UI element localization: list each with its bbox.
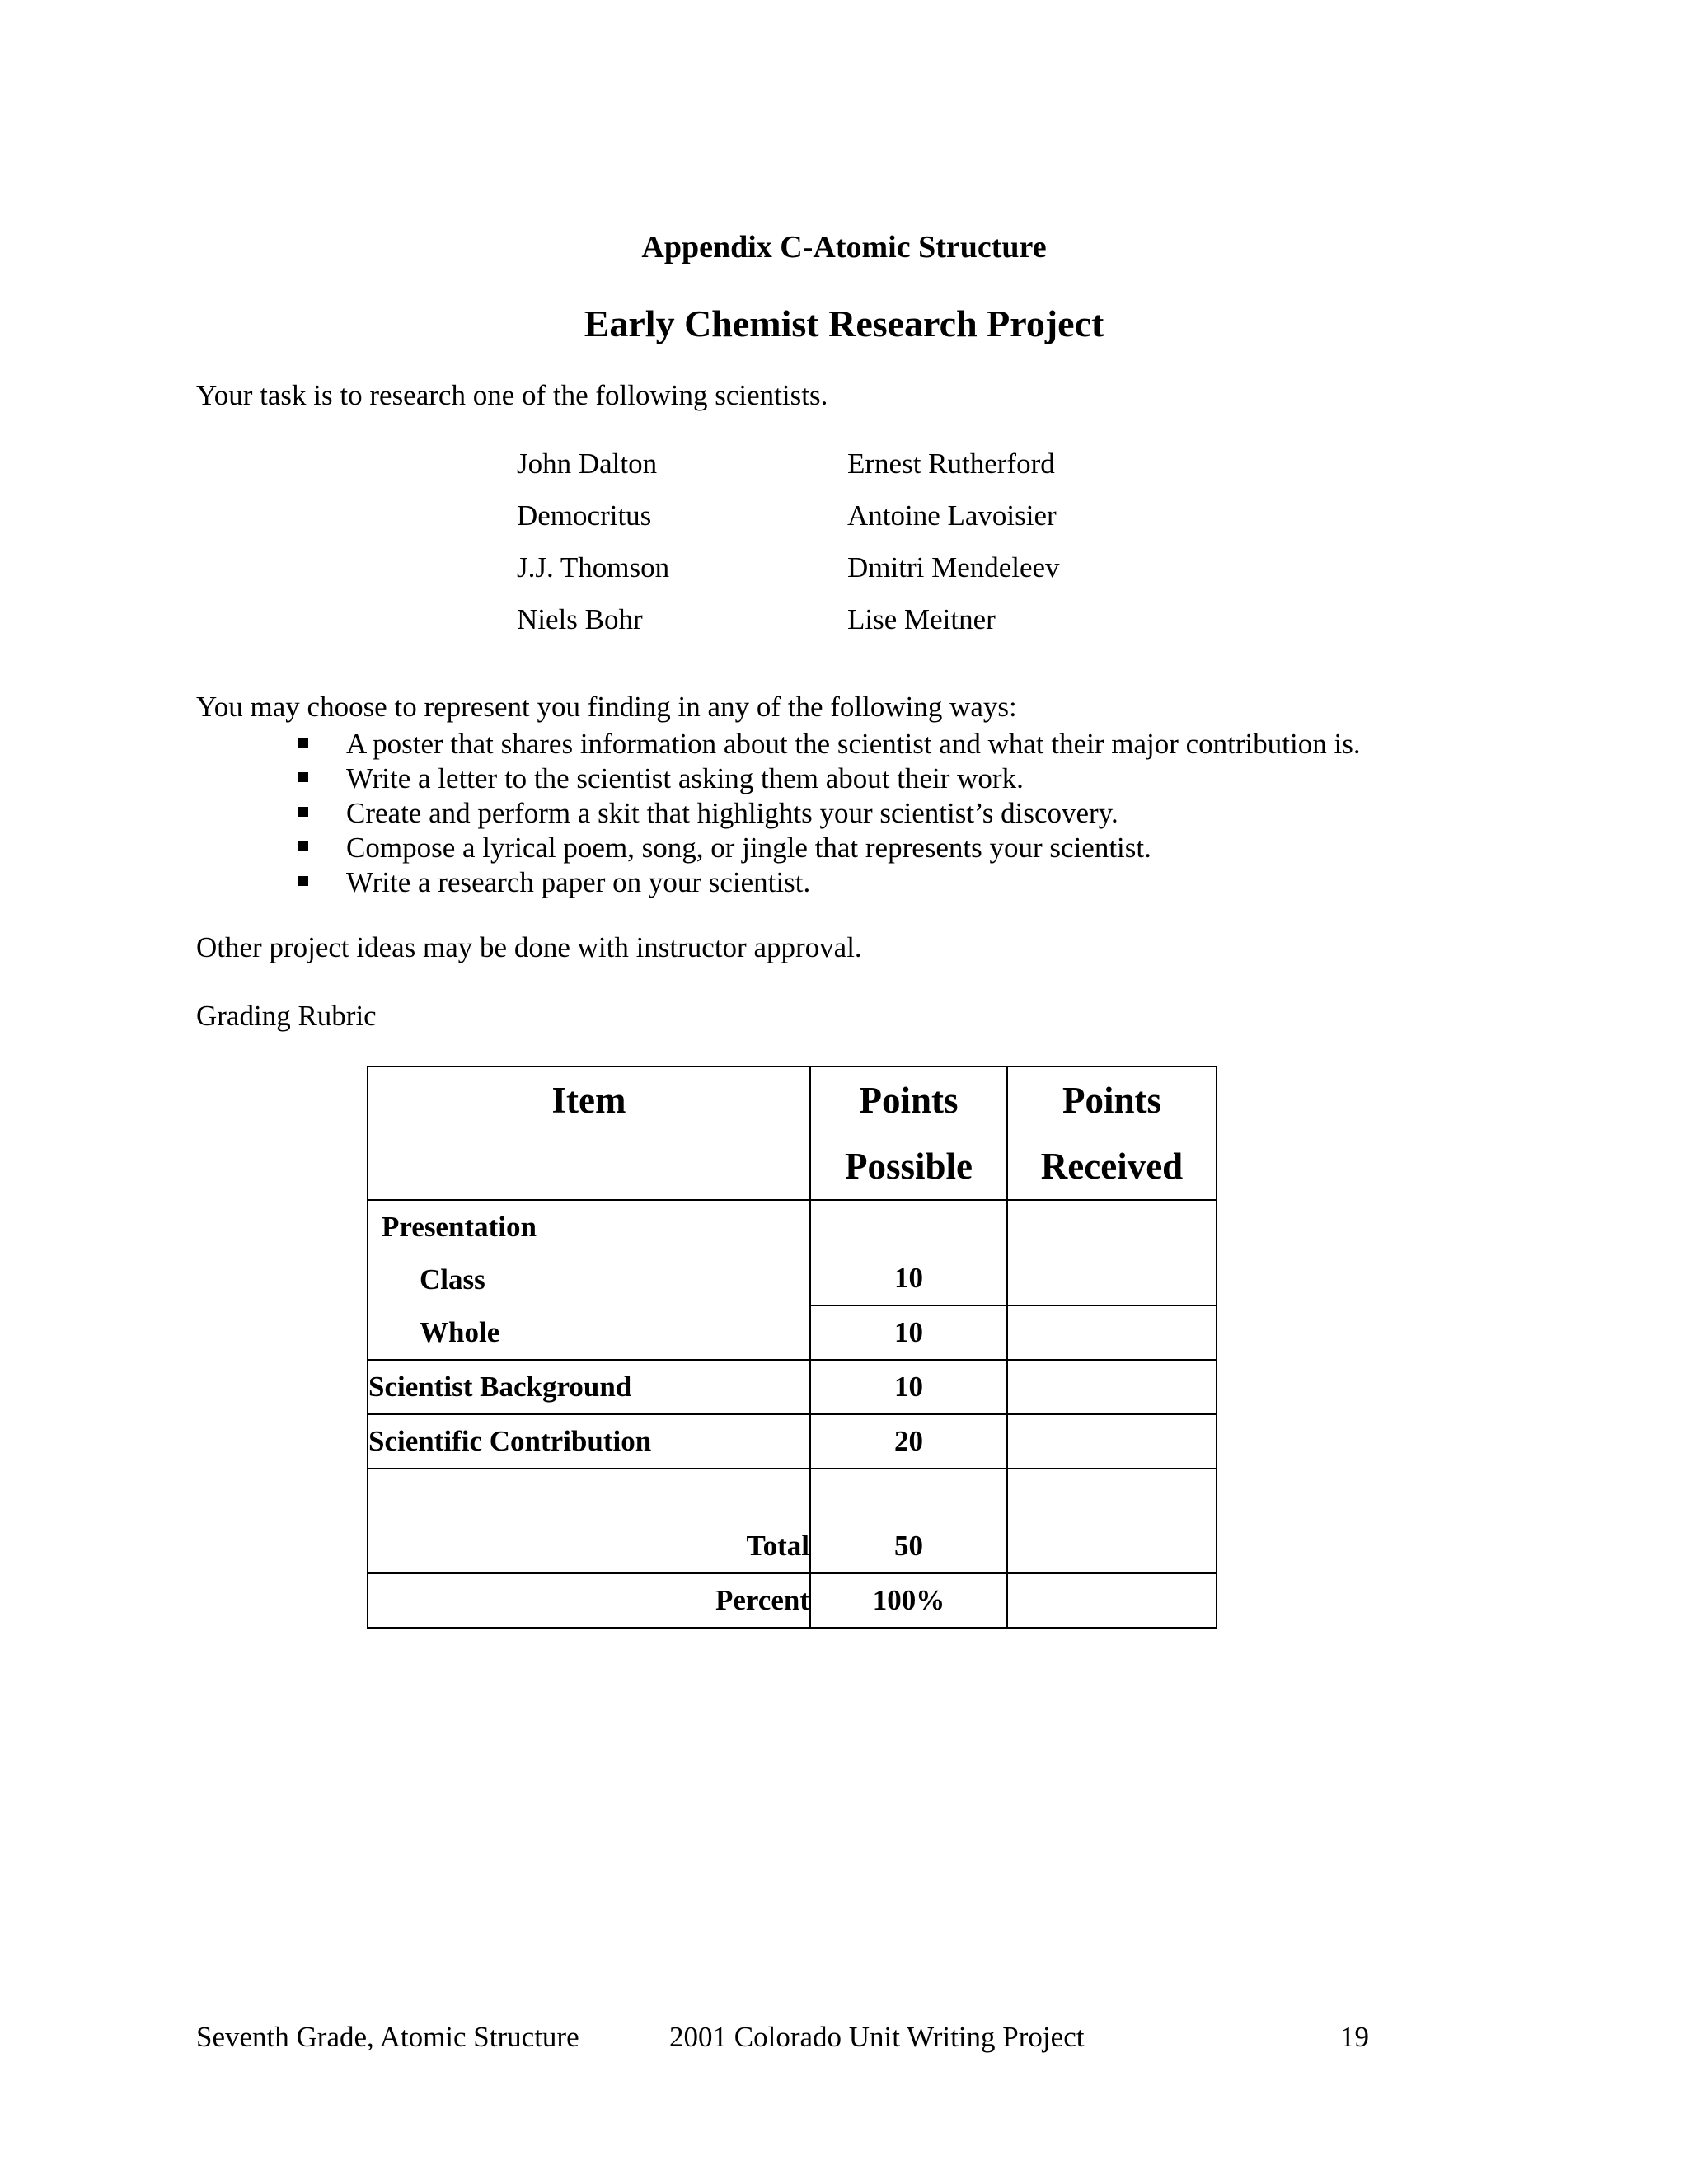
contribution-label: Scientific Contribution — [368, 1414, 810, 1469]
presentation-label: Presentation — [382, 1211, 537, 1243]
contribution-points: 20 — [810, 1414, 1007, 1469]
whole-points: 10 — [810, 1305, 1007, 1360]
bullet-square-icon — [298, 807, 308, 817]
ways-intro: You may choose to represent you finding in any of the following ways: — [196, 691, 1017, 723]
background-label: Scientist Background — [368, 1360, 810, 1414]
table-row — [368, 1469, 1217, 1573]
list-item-text: Compose a lyrical poem, song, or jingle that represents your scientist. — [346, 832, 1151, 864]
list-item-text: Write a letter to the scientist asking them about their work. — [346, 762, 1024, 794]
list-item-text: Write a research paper on your scientist. — [346, 866, 811, 898]
bullet-square-icon — [298, 841, 308, 851]
bullet-square-icon — [298, 876, 308, 886]
page-number: 19 — [1340, 2021, 1369, 2053]
footer-left: Seventh Grade, Atomic Structure — [196, 2021, 579, 2053]
total-received-cell — [1007, 1469, 1217, 1573]
table-row — [368, 1414, 1217, 1469]
ways-list — [293, 727, 1361, 900]
whole-label: Whole — [420, 1316, 500, 1348]
list-item — [293, 796, 1361, 831]
list-item — [293, 865, 1361, 900]
total-label: Total — [368, 1469, 810, 1573]
class-points: 10 — [810, 1200, 1007, 1305]
page-title: Early Chemist Research Project — [584, 302, 1104, 344]
total-points: 50 — [810, 1469, 1007, 1573]
background-points: 10 — [810, 1360, 1007, 1414]
background-received-cell — [1007, 1360, 1217, 1414]
presentation-cell — [368, 1200, 810, 1360]
table-row — [368, 1200, 1217, 1305]
scientist-item: Lise Meitner — [847, 603, 996, 635]
list-item-text: Create and perform a skit that highlights your scientist’s discovery. — [346, 797, 1118, 829]
footer-center: 2001 Colorado Unit Writing Project — [669, 2021, 1085, 2053]
percent-received-cell — [1007, 1573, 1217, 1628]
contribution-received-cell — [1007, 1414, 1217, 1469]
scientist-item: John Dalton — [517, 448, 658, 480]
list-item-text: A poster that shares information about the scientist and what their major contribution is. — [346, 728, 1361, 760]
header-item-label: Item — [551, 1080, 626, 1121]
header-points-possible — [810, 1066, 1007, 1200]
scientist-item: Niels Bohr — [517, 603, 643, 635]
header-received-line2: Received — [1040, 1146, 1184, 1187]
scientist-item: Democritus — [517, 499, 652, 532]
class-received-cell — [1007, 1200, 1217, 1305]
class-label: Class — [420, 1263, 485, 1296]
scientist-item: Antoine Lavoisier — [847, 499, 1057, 532]
intro-text: Your task is to research one of the following scientists. — [196, 379, 828, 411]
list-item — [293, 762, 1361, 796]
bullet-square-icon — [298, 738, 308, 748]
other-ideas-text: Other project ideas may be done with instructor approval. — [196, 931, 862, 963]
scientist-item: Dmitri Mendeleev — [847, 551, 1060, 583]
header-item — [368, 1066, 810, 1200]
list-item — [293, 831, 1361, 865]
header-points-received — [1007, 1066, 1217, 1200]
table-row — [368, 1360, 1217, 1414]
table-row — [368, 1573, 1217, 1628]
bullet-square-icon — [298, 772, 308, 782]
header-possible-line2: Possible — [844, 1146, 973, 1187]
grading-rubric-table — [367, 1066, 1217, 1629]
rubric-label: Grading Rubric — [196, 1000, 377, 1032]
percent-label: Percent — [368, 1573, 810, 1628]
whole-received-cell — [1007, 1305, 1217, 1360]
list-item — [293, 727, 1361, 762]
scientist-item: Ernest Rutherford — [847, 448, 1055, 480]
appendix-title: Appendix C-Atomic Structure — [641, 230, 1047, 265]
header-possible-line1: Points — [859, 1080, 959, 1121]
header-received-line1: Points — [1062, 1080, 1161, 1121]
percent-points: 100% — [810, 1573, 1007, 1628]
scientist-item: J.J. Thomson — [517, 551, 670, 583]
table-header-row — [368, 1066, 1217, 1200]
